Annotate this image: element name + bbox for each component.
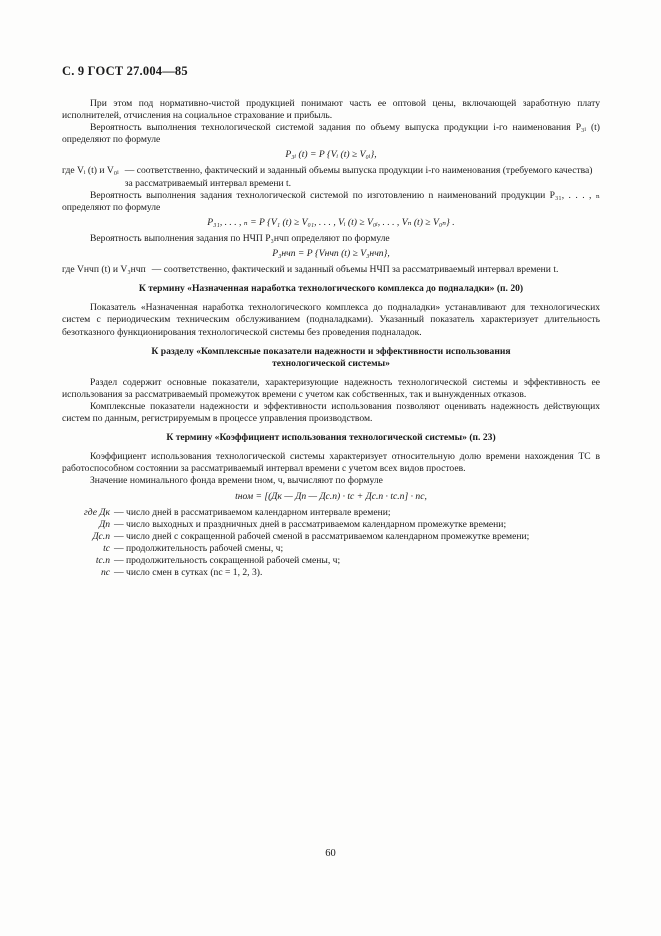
definition-text: — число выходных и праздничных дней в рассматриваемом календарном промежутке времени; [114, 518, 507, 530]
definition-symbol: Дс.п [92, 530, 110, 542]
section-heading-adjustment: К термину «Назначенная наработка технологического комплекса до подналадки» (п. 20) [138, 283, 524, 295]
definition-text: — число дней с сокращенной рабочей сменой в рассматриваемом календарном промежутке времени; [114, 530, 530, 542]
where-label-1: где Vᵢ (t) и V₀ᵢ [62, 165, 119, 177]
paragraph-utilization: Коэффициент использования технологической системы характеризует относительную долю времени нахождения ТС в работоспособном состоянии за рассматриваемый интервал времени с учетом всех видов простоев. [62, 451, 600, 475]
section-heading-line-1: К разделу «Комплексные показатели надежности и эффективности использования [151, 345, 511, 357]
where-block-2 [62, 264, 600, 276]
where-block-1 [62, 165, 600, 189]
definition-text: — продолжительность сокращенной рабочей смены, ч; [114, 555, 341, 566]
definitions-list [62, 507, 600, 580]
paragraph-adjustment: Показатель «Назначенная наработка технологического комплекса до подналадки» устанавливают для технологических систем с периодическим техническим обслуживанием (подналадками). Указанный показатель характеризует длительность безотказного функционирования технологической системы без проведения подналадок. [62, 302, 600, 338]
paragraph-net-production: При этом под нормативно-чистой продукцией понимают часть ее оптовой цены, включающей заработную плату исполнителей, отчисления на социальное страхование и прибыль. [62, 98, 600, 122]
definition-symbol: nс [100, 567, 110, 579]
page-number: 60 [325, 848, 336, 859]
definition-text: — число смен в сутках (nс = 1, 2, 3). [114, 567, 263, 579]
definition-row [62, 531, 600, 543]
definition-row [62, 555, 600, 567]
where-text-1: — соответственно, фактический и заданный объемы выпуска продукции i-го наименования (требуемого качества) за рассматриваемый интервал времени t. [124, 165, 593, 189]
paragraph-probability-nchp: Вероятность выполнения задания по НЧП P₃нчп определяют по формуле [90, 232, 390, 244]
definition-row [62, 567, 600, 579]
definition-symbol: Дп [99, 518, 110, 530]
where-label-2: где Vнчп (t) и V₃нчп [62, 264, 146, 276]
definition-symbol: tс.п [95, 555, 110, 566]
definition-row [62, 519, 600, 531]
where-text-2: — соответственно, фактический и заданный объемы НЧП за рассматриваемый интервал времени t. [151, 264, 559, 276]
paragraph-probability-output: Вероятность выполнения технологической системой задания по объему выпуска продукции i-го наименования P₃ᵢ (t) определяют по формуле [62, 122, 600, 146]
definition-text: — продолжительность рабочей смены, ч; [114, 542, 284, 554]
definition-symbol: где Дк [84, 506, 110, 518]
section-heading-line-2: технологической системы» [272, 357, 390, 369]
section-heading-complex-indicators [62, 346, 600, 370]
definition-symbol: tс [103, 542, 110, 554]
formula-probability-n-items: P₃₁, . . . , ₙ = P {V₁ (t) ≥ V₀₁, . . . , Vᵢ (t) ≥ V₀ᵢ, . . . , Vₙ (t) ≥ V₀ₙ} . [207, 216, 455, 228]
formula-probability-output: P₃ᵢ (t) = P {Vᵢ (t) ≥ V₀ᵢ}, [285, 149, 377, 161]
formula-nominal-time: tном = [(Дк — Дп — Дс.п) · tс + Дс.п · tс.п] · nс, [235, 490, 427, 502]
paragraph-nominal-time: Значение номинального фонда времени tном, ч, вычисляют по формуле [90, 475, 383, 487]
section-heading-utilization: К термину «Коэффициент использования технологической системы» (п. 23) [166, 432, 496, 444]
paragraph-section-content: Раздел содержит основные показатели, характеризующие надежность технологической системы и эффективность ее использования за рассматриваемый промежуток времени с учетом как собственных, так и вынужденных отказов. [62, 376, 600, 400]
paragraph-complex-indicators: Комплексные показатели надежности и эффективности использования позволяют оценивать надежность действующих систем по данным, регистрируемым в процессе управления производством. [62, 400, 600, 425]
page-content [62, 98, 600, 579]
definition-row [62, 543, 600, 555]
paragraph-probability-n-items: Вероятность выполнения задания технологической системой по изготовлению n наименований продукции P₃₁, . . . , ₙ определяют по формуле [62, 189, 600, 213]
page-header: С. 9 ГОСТ 27.004—85 [62, 64, 188, 78]
definition-text: — число дней в рассматриваемом календарном интервале времени; [114, 506, 391, 518]
formula-probability-nchp: P₃нчп = P {Vнчп (t) ≥ V₃нчп}, [272, 248, 390, 260]
definition-row [62, 507, 600, 519]
